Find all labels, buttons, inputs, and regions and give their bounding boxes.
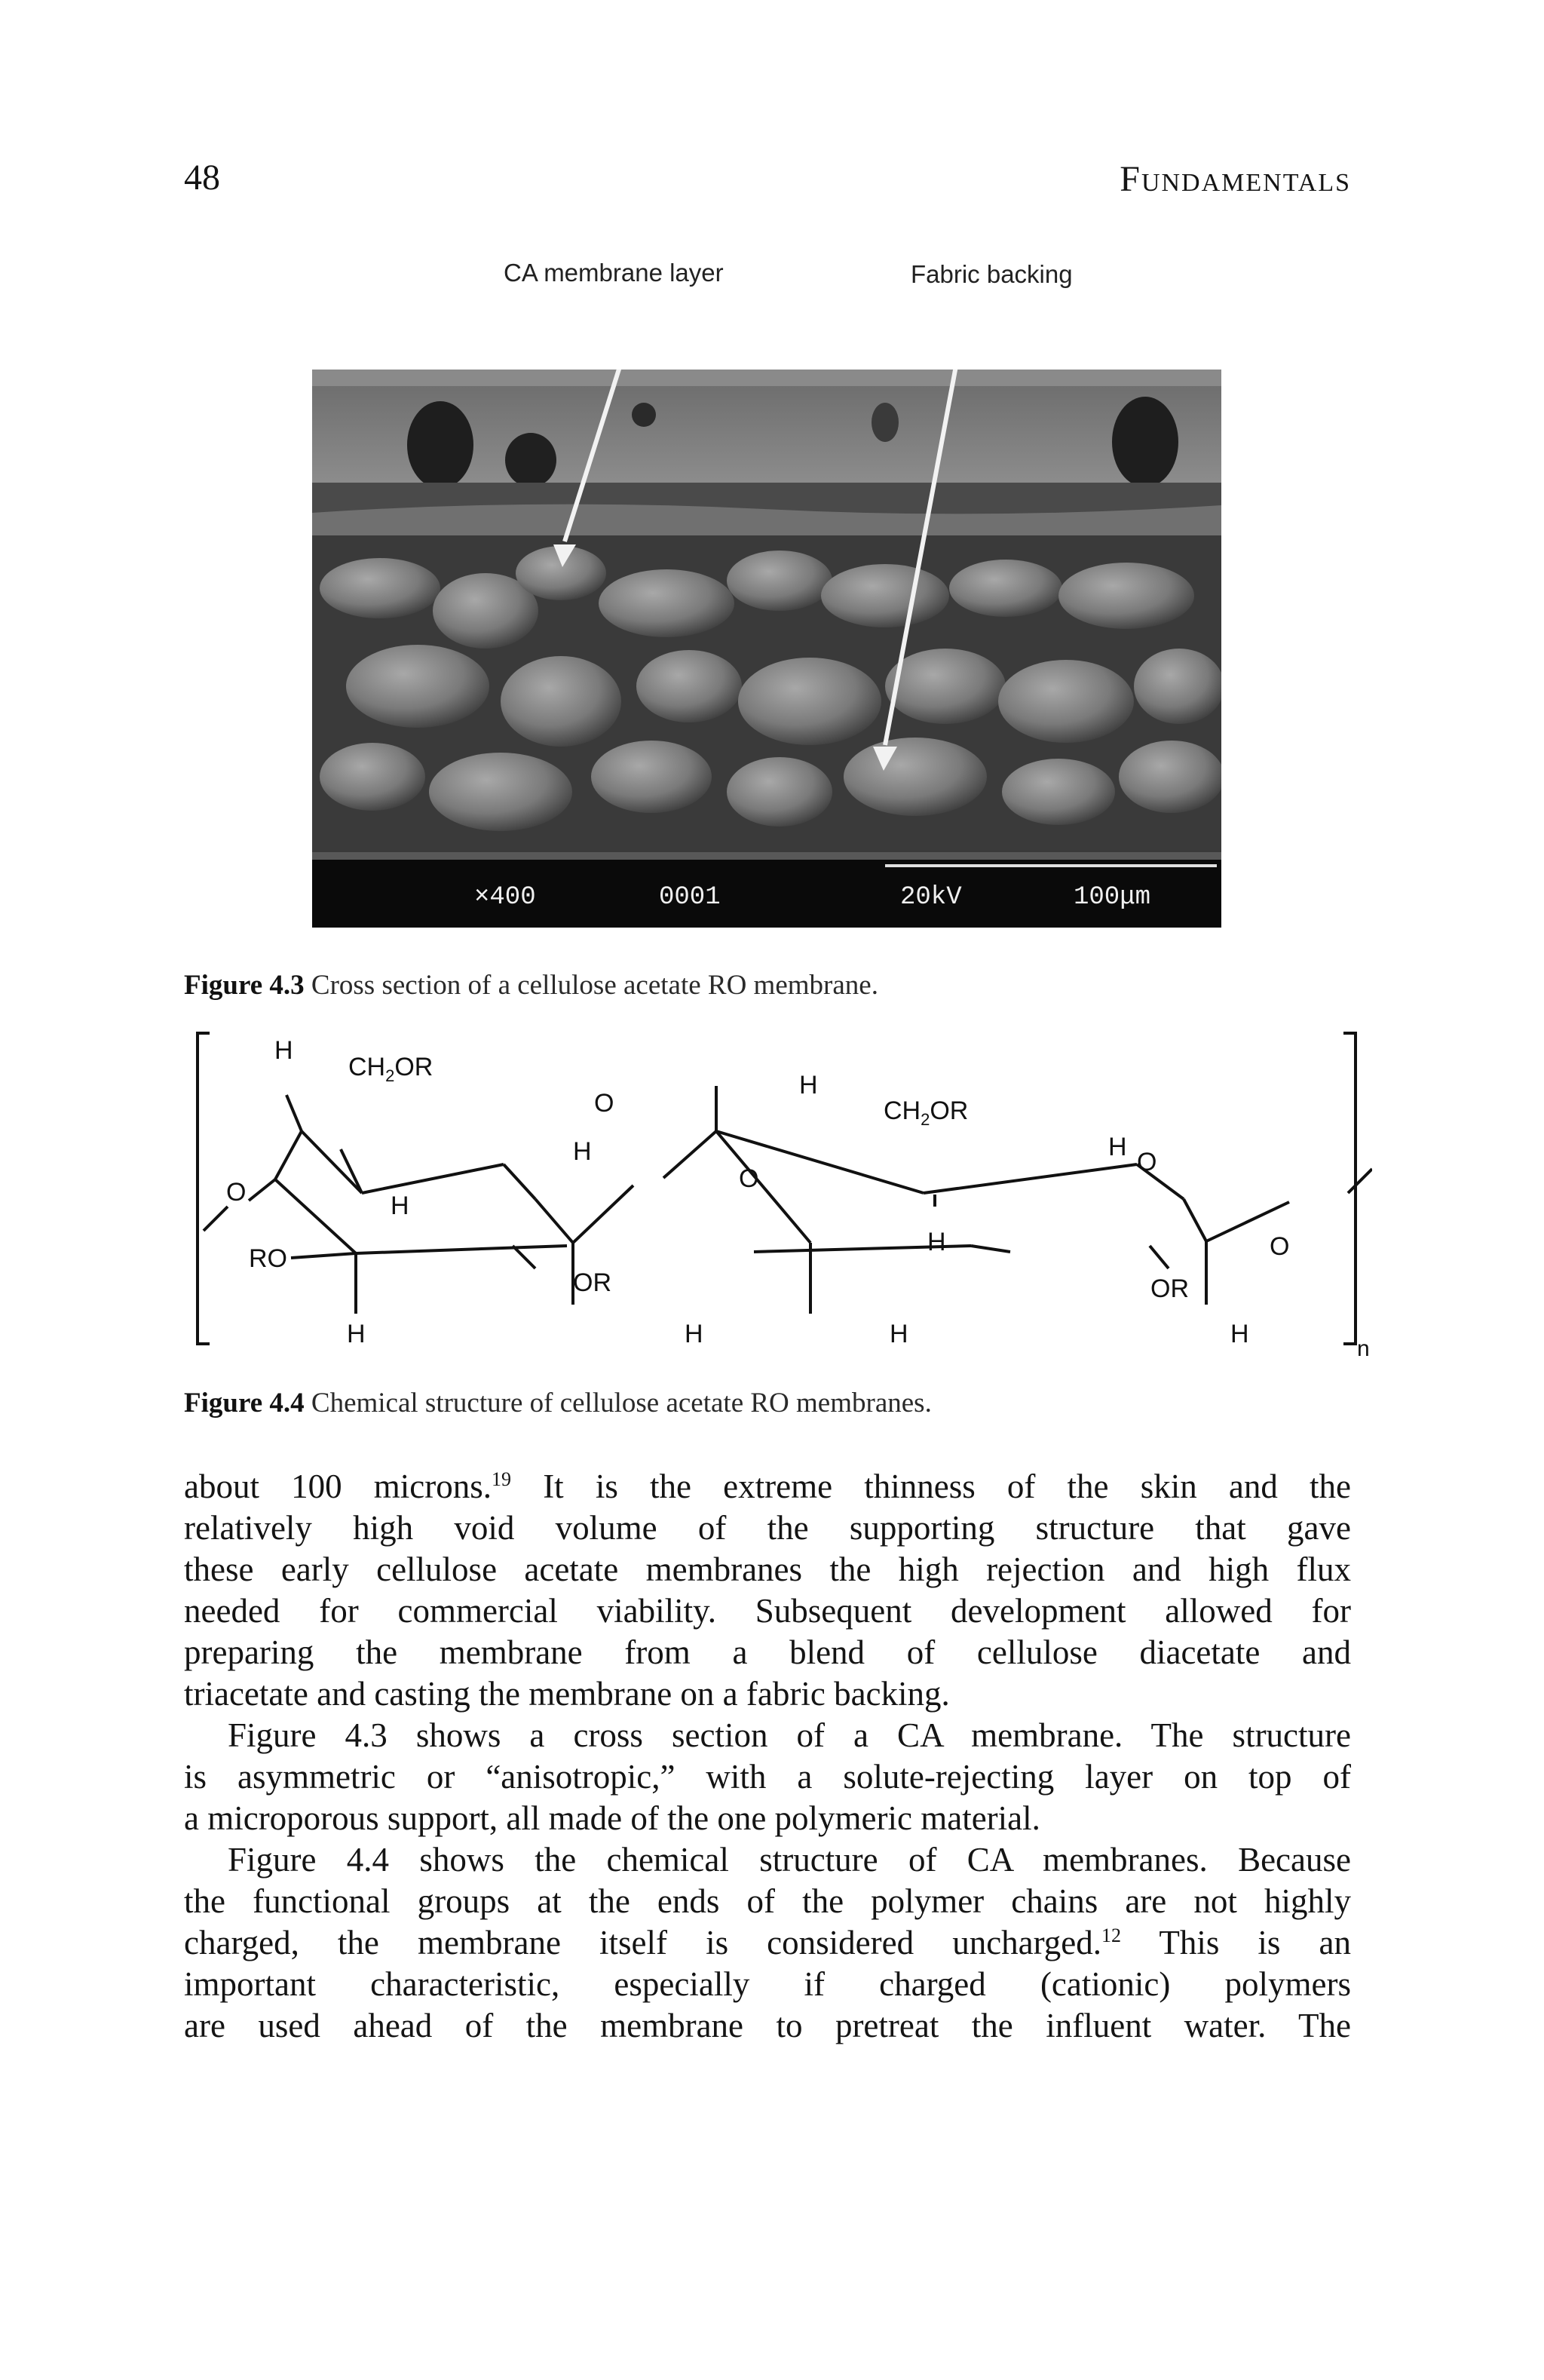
text-line: are used ahead of the membrane to pretreat the influent water. The — [184, 2007, 1351, 2044]
atom-ch2or-1: $CH_2OR$ — [348, 1053, 433, 1085]
atom-h: H — [927, 1228, 946, 1256]
cellulose-acetate-structure — [181, 1020, 1372, 1359]
text-line: charged, the membrane itself is considered uncharged.$^{12}$ This is an — [184, 1924, 1352, 1961]
page-number: 48 — [184, 158, 220, 198]
label-ca-membrane-layer: CA membrane layer — [504, 259, 724, 287]
label-fabric-backing: Fabric backing — [911, 260, 1073, 288]
figure-4-4-number: Figure 4.4 — [184, 1388, 305, 1418]
text-line: the functional groups at the ends of the polymer chains are not highly — [184, 1882, 1351, 1920]
reference-19: 19 — [492, 1468, 512, 1490]
text-line: preparing the membrane from a blend of cellulose diacetate and — [184, 1633, 1351, 1671]
figure-4-4-caption — [184, 1386, 932, 1421]
text-line: Figure 4.3 shows a cross section of a CA membrane. The structure — [228, 1716, 1351, 1754]
atom-h: H — [274, 1036, 293, 1065]
atom-h: H — [1230, 1320, 1249, 1348]
atom-or: OR — [1150, 1274, 1189, 1303]
micrograph-voltage: 20kV — [900, 883, 962, 912]
body-text — [184, 1466, 1351, 2047]
atom-ro: RO — [249, 1244, 287, 1273]
atom-h: H — [573, 1137, 592, 1166]
atom-o: O — [739, 1164, 759, 1193]
text-line: important characteristic, especially if charged (cationic) polymers — [184, 1965, 1351, 2003]
atom-h: H — [685, 1320, 703, 1348]
text-line: is asymmetric or “anisotropic,” with a solute-rejecting layer on top of — [184, 1758, 1351, 1796]
micrograph-id: 0001 — [659, 883, 721, 912]
micrograph-magnification: ×400 — [474, 883, 536, 912]
sem-micrograph — [312, 370, 1221, 928]
figure-4-4-text: Chemical structure of cellulose acetate RO membranes. — [311, 1388, 932, 1418]
running-head: Fundamentals — [1120, 159, 1351, 199]
atom-h: H — [347, 1320, 366, 1348]
micrograph-image — [312, 370, 1221, 928]
atom-h: H — [1108, 1133, 1127, 1161]
atom-or: OR — [573, 1268, 611, 1297]
text-line: these early cellulose acetate membranes the high rejection and high flux — [184, 1550, 1351, 1588]
structure-diagram — [181, 1020, 1372, 1359]
figure-4-3-caption — [184, 968, 878, 1003]
text-line: a microporous support, all made of the one polymeric material. — [184, 1799, 1040, 1837]
atom-o: O — [1270, 1232, 1290, 1261]
atom-o: O — [594, 1089, 614, 1118]
atom-ch2or-2: $CH_2OR$ — [884, 1096, 969, 1129]
text-line: Figure 4.4 shows the chemical structure of CA membranes. Because — [228, 1841, 1351, 1879]
atom-o: O — [1137, 1148, 1157, 1176]
text-line: triacetate and casting the membrane on a fabric backing. — [184, 1675, 950, 1713]
atom-o: O — [226, 1178, 247, 1207]
text-line: about 100 microns.$^{19}$ It is the extreme thinness of the skin and the — [184, 1468, 1351, 1505]
text-line: relatively high void volume of the supporting structure that gave — [184, 1509, 1351, 1547]
atom-h: H — [799, 1071, 818, 1100]
reference-12: 12 — [1101, 1925, 1122, 1946]
repeat-unit-n: n — [1357, 1336, 1370, 1359]
figure-4-3-text: Cross section of a cellulose acetate RO membrane. — [311, 970, 878, 1001]
text-line: needed for commercial viability. Subsequent development allowed for — [184, 1592, 1351, 1630]
micrograph-scale: 100μm — [1074, 883, 1151, 912]
figure-4-3-number: Figure 4.3 — [184, 970, 305, 1001]
atom-h: H — [391, 1192, 409, 1220]
atom-h: H — [890, 1320, 908, 1348]
